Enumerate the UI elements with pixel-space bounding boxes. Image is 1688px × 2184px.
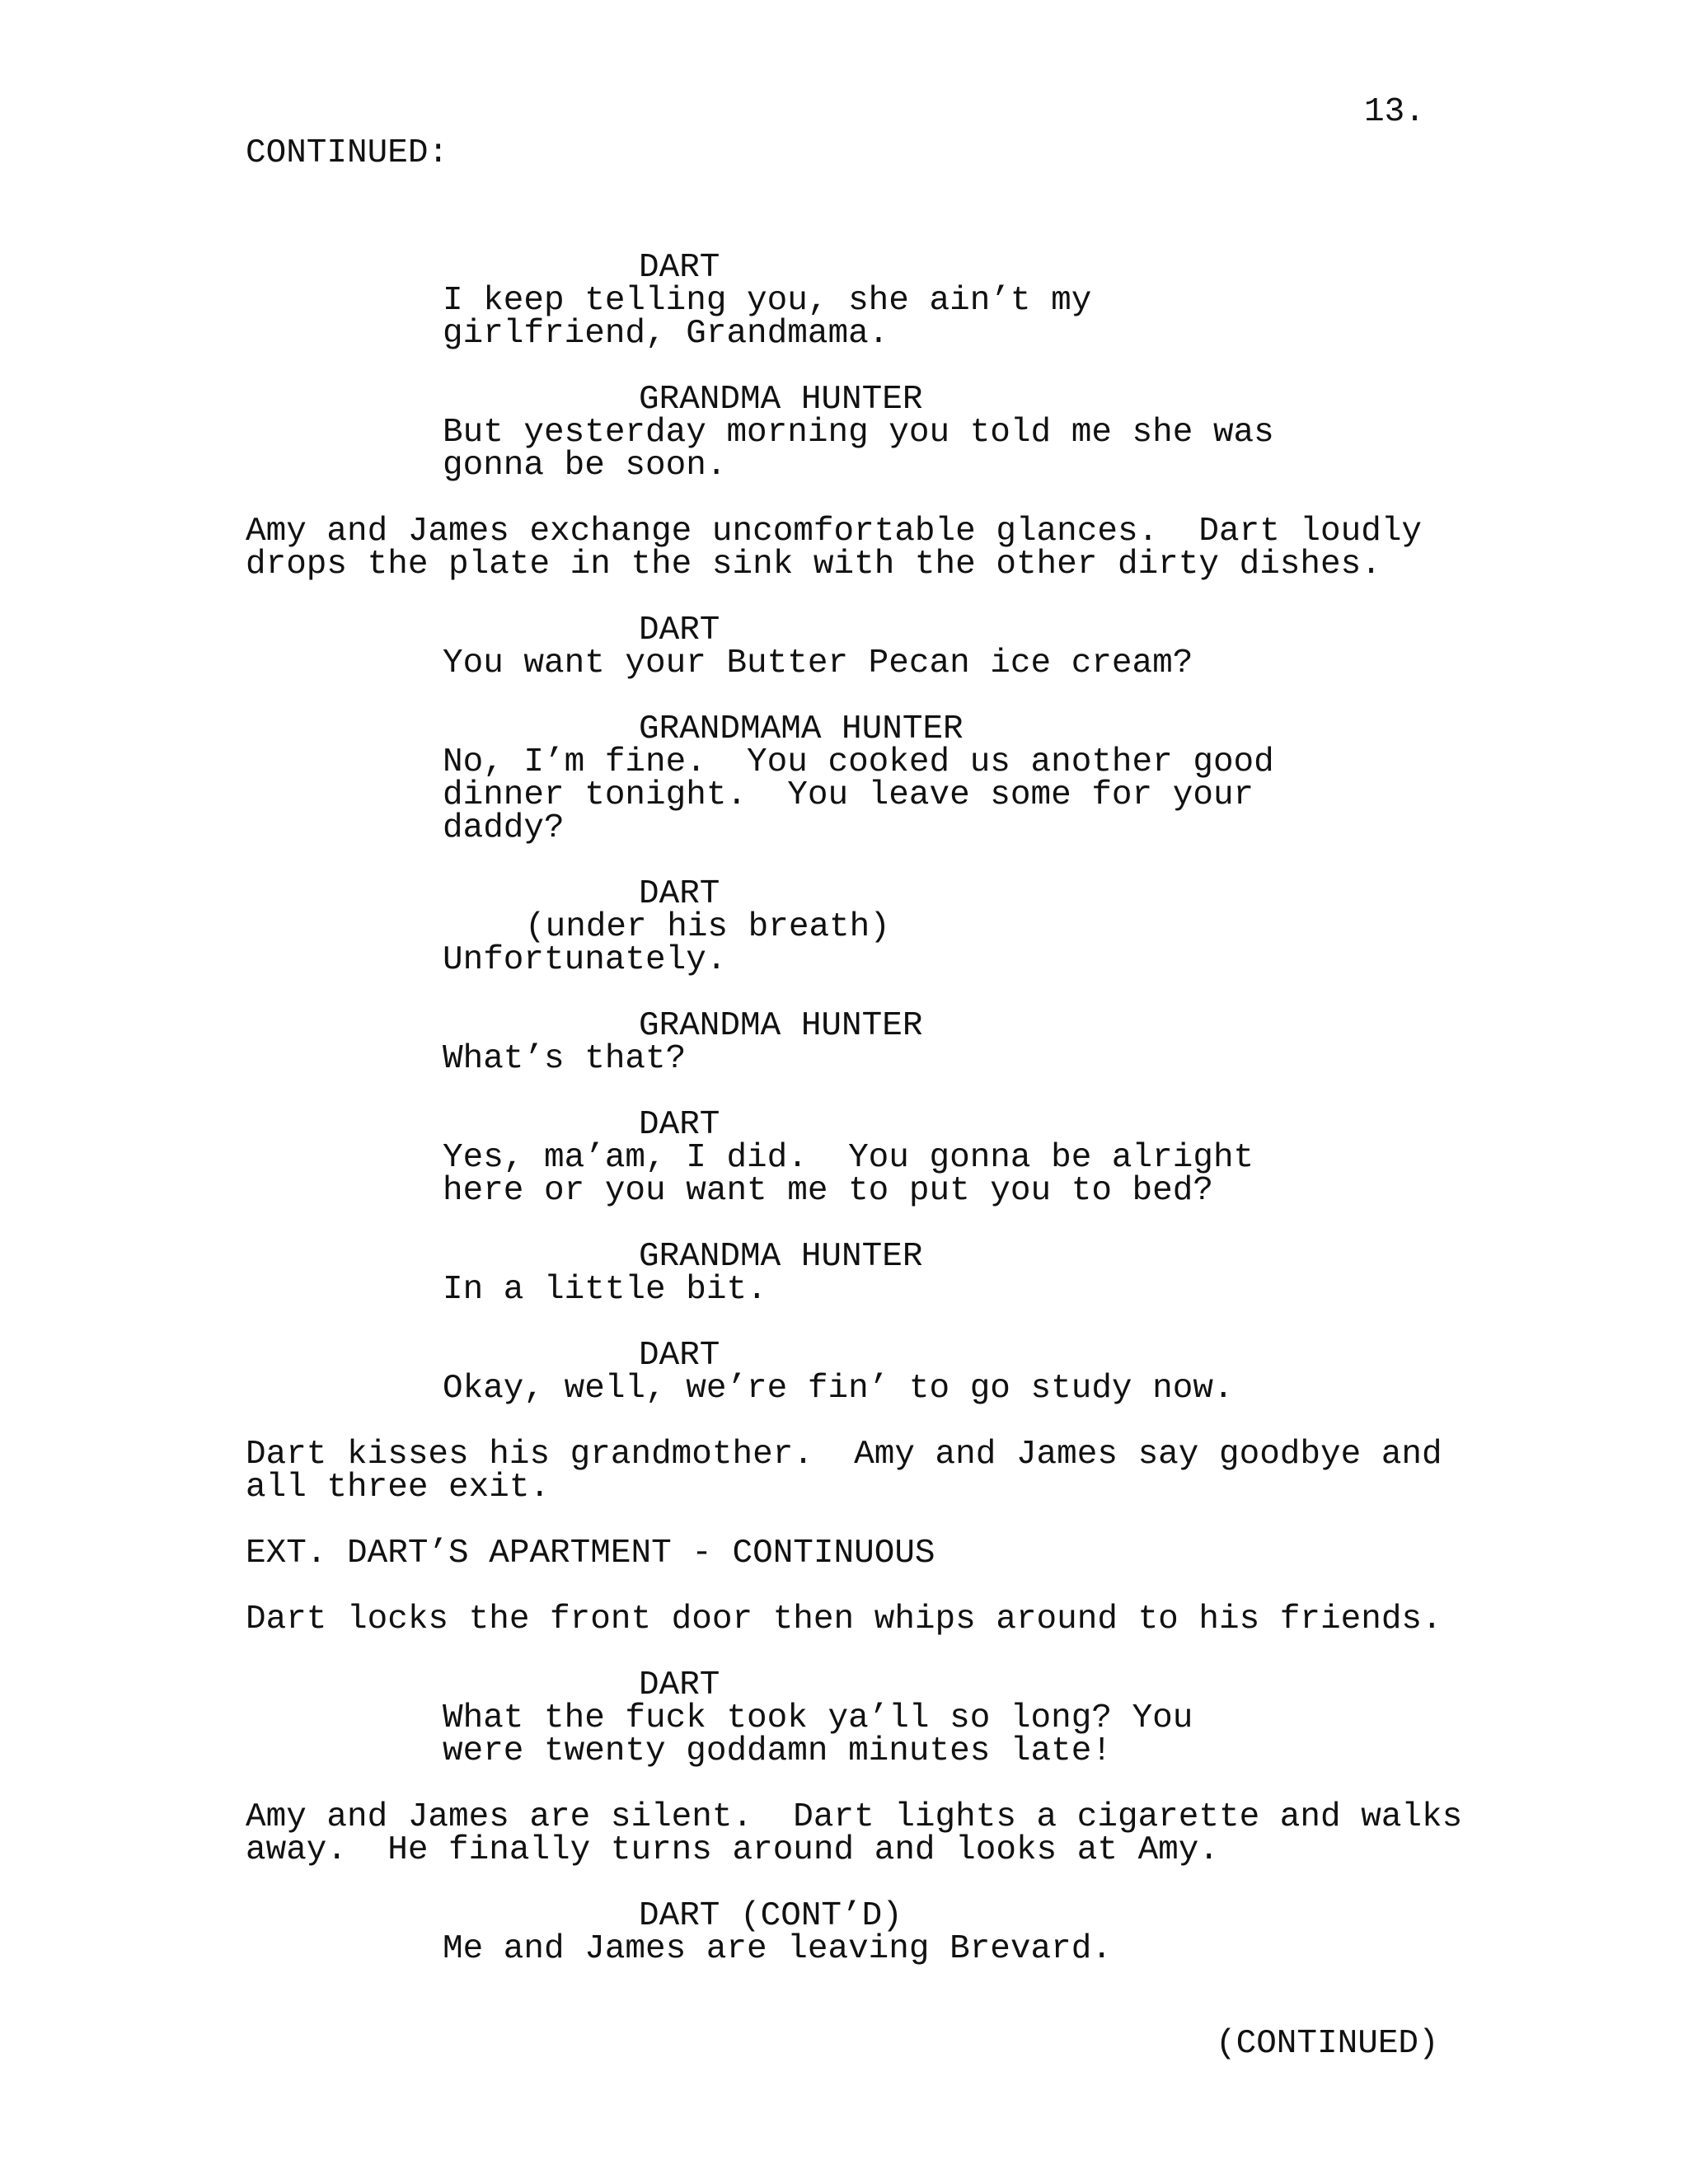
page-number: 13. [1364, 93, 1425, 131]
continued-header: CONTINUED: [246, 134, 449, 172]
dialogue-line: Unfortunately. [443, 941, 727, 979]
dialogue-line: Okay, well, we’re fin’ to go study now. [443, 1370, 1234, 1408]
action-line: away. He finally turns around and looks at Amy. [246, 1831, 1219, 1869]
dialogue-line: dinner tonight. You leave some for your [443, 776, 1254, 814]
scene-heading: EXT. DART’S APARTMENT - CONTINUOUS [246, 1535, 935, 1572]
dialogue-line: Me and James are leaving Brevard. [443, 1930, 1112, 1968]
character-cue: GRANDMA HUNTER [639, 381, 923, 419]
dialogue-line: daddy? [443, 809, 565, 847]
action-line: Dart locks the front door then whips around to his friends. [246, 1601, 1442, 1638]
character-cue: GRANDMA HUNTER [639, 1238, 923, 1276]
action-line: Amy and James are silent. Dart lights a cigarette and walks [246, 1798, 1463, 1836]
character-cue: DART [639, 249, 720, 287]
character-cue: GRANDMA HUNTER [639, 1007, 923, 1045]
dialogue-line: I keep telling you, she ain’t my [443, 282, 1092, 320]
dialogue-line: girlfriend, Grandmama. [443, 315, 889, 353]
dialogue-line: were twenty goddamn minutes late! [443, 1732, 1112, 1770]
dialogue-line: Yes, ma’am, I did. You gonna be alright [443, 1139, 1254, 1177]
character-cue: GRANDMAMA HUNTER [639, 710, 964, 748]
action-line: all three exit. [246, 1469, 551, 1507]
dialogue-line: No, I’m fine. You cooked us another good [443, 743, 1274, 781]
dialogue-line: But yesterday morning you told me she was [443, 414, 1274, 452]
dialogue-line: You want your Butter Pecan ice cream? [443, 644, 1193, 682]
dialogue-line: In a little bit. [443, 1271, 767, 1309]
action-line: Amy and James exchange uncomfortable glances. Dart loudly [246, 513, 1423, 551]
character-cue: DART [639, 1666, 720, 1704]
parenthetical: (under his breath) [525, 908, 890, 946]
character-cue: DART [639, 1106, 720, 1144]
character-cue: DART [639, 1337, 720, 1375]
dialogue-line: What’s that? [443, 1040, 687, 1078]
dialogue-line: What the fuck took ya’ll so long? You [443, 1699, 1193, 1737]
action-line: Dart kisses his grandmother. Amy and James say goodbye and [246, 1436, 1442, 1474]
continued-footer: (CONTINUED) [1216, 2025, 1439, 2063]
action-line: drops the plate in the sink with the other dirty dishes. [246, 546, 1381, 583]
character-cue: DART [639, 875, 720, 913]
dialogue-line: gonna be soon. [443, 447, 727, 485]
character-cue: DART [639, 612, 720, 649]
character-cue: DART (CONT’D) [639, 1897, 903, 1935]
dialogue-line: here or you want me to put you to bed? [443, 1172, 1213, 1210]
